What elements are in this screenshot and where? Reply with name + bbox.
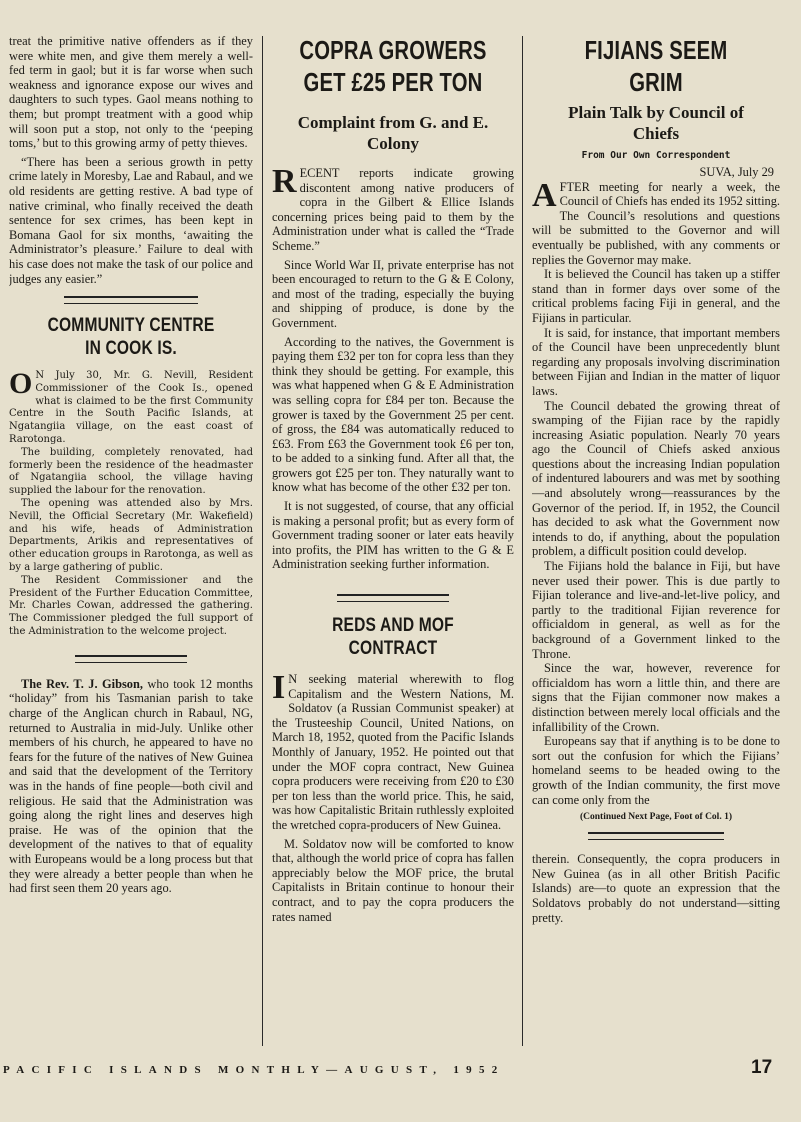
reds-paragraph: M. Soldatov now will be comforted to know that, although the world price of copra has fallen appreciably below the MOF price, the brutal Capitalists in Britain continue to honour their contract, and to pay the copra producers the rates named (272, 836, 514, 924)
column-divider-right (522, 36, 523, 1046)
copra-lead: RECENT reports indicate growing discontent among native producers of copra in the Gilbert & Ellice Islands concerning prices being paid to them by the Administration under what is called the “Trade Scheme.” (272, 163, 514, 253)
drop-cap: I (272, 669, 286, 707)
correspondent-credit: From Our Own Correspondent (581, 150, 731, 161)
section-rule (75, 655, 187, 663)
section-rule (588, 832, 724, 840)
fijians-paragraph: It is said, for instance, that important members of the Council have been unprecedently blunt regarding any proposals involving discrimination between Fijian and Indian in the matter of liquor laws. (532, 325, 780, 398)
fijians-paragraph: The Fijians hold the balance in Fiji, but have never used their power. This is due partly to Fijian tolerance and live-and-let-live policy, and partly to the traditional Fijian reverence for officialdom in general, as well as for the background of a Government linked to the Throne. (532, 559, 780, 661)
gibson-lead: The Rev. T. J. Gibson, (21, 676, 143, 691)
copra-paragraph: According to the natives, the Government is paying them £32 per ton for copra less than they think they should be getting. For example, this was what happened when G & E Administration was selling copra for £84 per ton. Because the grower is taxed by the Government 25 per cent. of gross, the £84 was automatically reduced to £63. From £63 the Government took £6 per ton, to be added to a sinking fund. After all that, the growers got £25 per ton. They naturally want to know what has become of the other £32 per ton. (272, 334, 514, 495)
intro-paragraph: “There has been a serious growth in petty crime lately in Moresby, Lae and Rabaul, and we old residents are getting restive. A bad type of native criminal, who finally received the death sentence for sex crimes, has been kept in Bomana Gaol for six months, ‘awaiting the Administrator’s pleasure.’ Failure to deal with his case does not make the task of our police and judges any easier.” (9, 154, 253, 286)
reds-article (272, 669, 514, 924)
gibson-paragraph: The Rev. T. J. Gibson, who took 12 months “holiday” from his Tasmanian parish to take charge of the Anglican church in Rabaul, NG, returned to Australia in mid-July. Unlike other members of his church, he appeared to have no fears for the future of the natives of New Guinea and said that the development of the Territory was in the hands of fine people—both civil and religious. He said that the Administration was going along the right lines and deserves high praise. He was of the opinion that the development of the natives to that of equality with Europeans would be a long process but that they were already a better people than when he had first seen them 20 years ago. (9, 676, 253, 896)
intro-article (9, 34, 253, 286)
column-3 (532, 34, 780, 925)
column-2 (272, 34, 514, 924)
intro-paragraph: treat the primitive native offenders as if they were white men, and give them merely a well-fed term in gaol; but it is far worse when such weakness and ignorance expose our wives and daughters to such types. Gaol means nothing to them; but prompt treatment with a good whip will soon put a stop, not only to the ‘peeping toms,’ but to this growing army of petty thieves. (9, 34, 253, 151)
section-rule (337, 594, 448, 602)
copra-paragraph: It is not suggested, of course, that any official is making a personal profit; but as every form of Government trading sooner or later eats heavily into profits, the PIM has written to the G & E Administration seeking further information. (272, 499, 514, 572)
copra-subhead: Complaint from G. and E. Colony (297, 113, 489, 153)
column-1 (9, 34, 253, 896)
dateline: SUVA, July 29 (699, 165, 774, 179)
column-divider-left (262, 36, 263, 1046)
copra-paragraph: Since World War II, private enterprise has not been encouraged to return to the G & E Colony, and most of the trading, especially the buying and shipping of produce, is done by the Government. (272, 257, 514, 330)
reds-lead: I N seeking material wherewith to flog Capitalism and the Western Nations, M. Soldatov (a Russian Communist speaker) at the Trusteeship Council, United Nations, on March 18, 1952, quoted from the Pacific Islands Monthly of January, 1952. He pointed out that under the MOF copra contract, New Guinea copra producers were receiving from £20 to £30 per ton less than the world price. This, he said, was how Capitalistic Britain ruthlessly exploited the wretched copra-producers of New Guinea. (272, 669, 514, 832)
fijians-subhead: Plain Talk by Council of Chiefs (568, 103, 744, 143)
copra-headline: COPRA GROWERS GET £25 PER TON (299, 35, 487, 97)
reds-headline: REDS AND MOF CONTRACT (332, 615, 454, 660)
section-rule (64, 296, 198, 304)
community-centre-article (9, 367, 253, 639)
running-footer: PACIFIC ISLANDS MONTHLY—AUGUST, 1952 (3, 1064, 505, 1076)
community-centre-paragraph: The opening was attended also by Mrs. Nevill, the Official Secretary (Mr. Wakefield) and his wife, heads of Administration Departments, Arikis and representatives of other education groups in Rarotonga, as well as by a large gathering of public. (9, 498, 253, 574)
fijians-paragraph: Since the war, however, reverence for officialdom has worn a little thin, and there are signs that the Fijian commoner now makes a distinction between merely local officials and the infallibility of the Crown. (532, 661, 780, 734)
fijians-headline: FIJIANS SEEM GRIM (584, 35, 728, 97)
fijians-lead: AFTER meeting for nearly a week, the Council of Chiefs has ended its 1952 sitting. The Council’s resolutions and questions will be submitted to the Governor and will eventually be published, with any comments or replies the Governor may make. (532, 176, 780, 267)
page-number: 17 (751, 1057, 773, 1078)
drop-cap: R (272, 163, 297, 200)
fijians-paragraph: The Council debated the growing threat of swamping of the Fijian race by the rapidly increasing Asiatic population. Nearly 70 years ago the Council of Chiefs asked anxious questions about the increasing Indian population of indentured labourers and was met by soothing—and absolutely wrong—reassurances by the Governor of the period. If, in 1952, the Council has decided to ask what the Government now intends to do, if anything, about the population problem, a difficult position could develop. (532, 398, 780, 559)
drop-cap: O (9, 367, 33, 401)
community-centre-paragraph: The building, completely renovated, had formerly been the residence of the headmaster of Ngatangiia school, the village having supplied the labour for the renovation. (9, 446, 253, 497)
fijians-article (532, 176, 780, 808)
gibson-article (9, 677, 253, 896)
drop-cap: A (532, 176, 557, 214)
community-centre-headline: COMMUNITY CENTRE IN COOK IS. (47, 315, 215, 360)
continued-notice: (Continued Next Page, Foot of Col. 1) (580, 812, 732, 823)
reds-continuation: therein. Consequently, the copra producers in New Guinea (as in all other British Pacific Islands) are—to quote an expression that the Soldatovs probably do not understand—sitting pretty. (532, 852, 780, 925)
fijians-paragraph: Europeans say that if anything is to be done to sort out the confusion for which the Fijians’ homeland seems to be headed owing to the growth of the Indian community, the first move can come only from the (532, 734, 780, 807)
community-centre-paragraph: The Resident Commissioner and the President of the Further Education Committee, Mr. Charles Cowan, addressed the gathering. The Commissioner pledged the full support of the Administration to the welcome project. (9, 574, 253, 638)
copra-article (272, 163, 514, 572)
fijians-paragraph: It is believed the Council has taken up a stiffer stand than in former days over some of the critical problems facing Fiji in general, and the Fijians in particular. (532, 267, 780, 325)
community-centre-lead: O N July 30, Mr. G. Nevill, Resident Commissioner of the Cook Is., opened what is claimed to be the first Community Centre in the South Pacific Islands, at Ngatangiia village, on the east coast of Rarotonga. (9, 367, 253, 446)
